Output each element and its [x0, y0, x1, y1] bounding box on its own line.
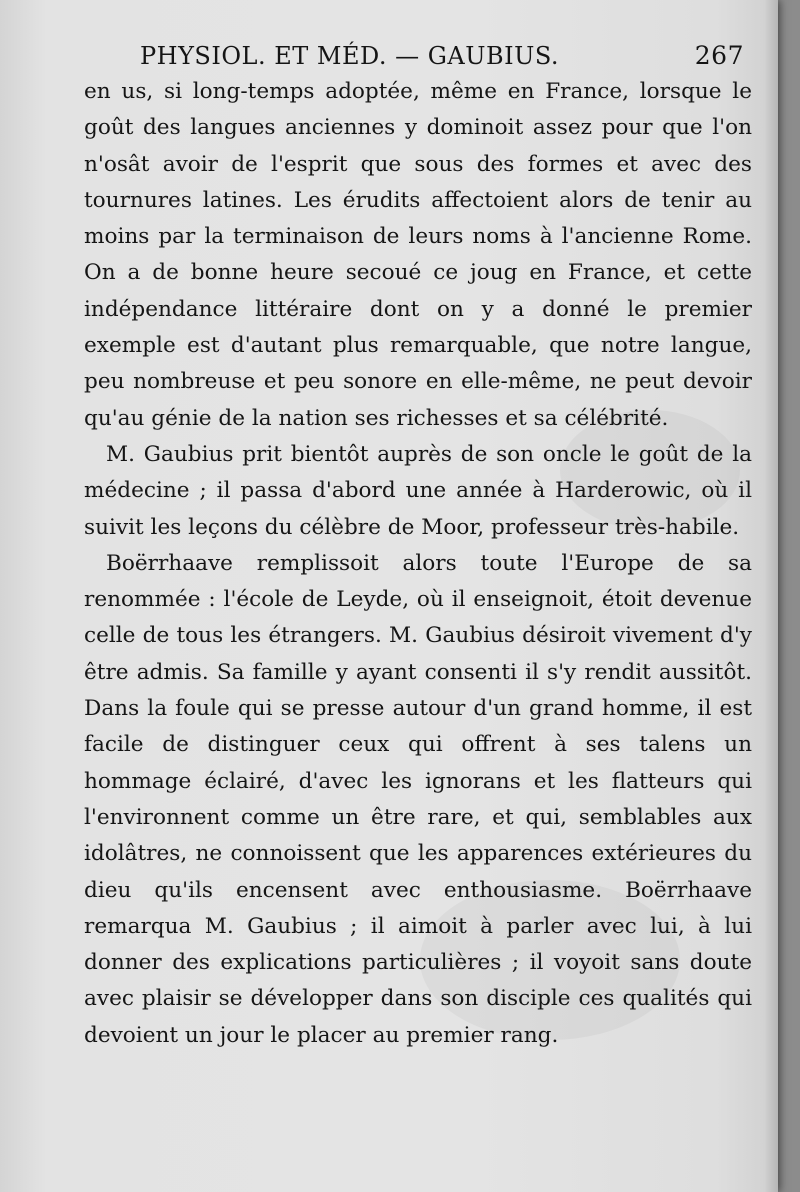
paragraph-text: Boërrhaave remplissoit alors toute l'Europe de sa renommée : l'école de Leyde, où il enseignoit, étoit devenue celle de tous les étrangers. M. Gaubius désiroit vivement d'y être admis. Sa famille y ayant consenti il s'y rendit aussitôt. Dans la foule qui se presse autour d'un grand homme, il est facile de distinguer ceux qui offrent à ses talens un hommage éclairé, d'avec les ignorans et les flatteurs qui l'environnent comme un être rare, et qui, semblables aux idolâtres, ne connoissent que les apparences extérieures du dieu qu'ils encensent avec enthousiasme. Boërrhaave remarqua M. Gaubius ; il aimoit à parler avec lui, à lui donner des explications particulières ; il voyoit sans doute avec plaisir se développer dans son disciple ces qualités qui devoient un jour le placer au premier rang.	[84, 550, 752, 1048]
paragraph-continuation	[84, 74, 752, 437]
paragraph-text: en us, si long-temps adoptée, même en France, lorsque le goût des langues anciennes y dominoit assez pour que l'on n'osât avoir de l'esprit que sous des formes et avec des tournures latines. Les érudits affectoient alors de tenir au moins par la terminaison de leurs noms à l'ancienne Rome. On a de bonne heure secoué ce joug en France, et cette indépendance littéraire dont on y a donné le premier exemple est d'autant plus remarquable, que notre langue, peu nombreuse et peu sonore en elle-même, ne peut devoir qu'au génie de la nation ses richesses et sa célébrité.	[84, 79, 752, 431]
paragraph-gaubius-studies	[84, 437, 752, 546]
paragraph-boerrhaave	[84, 546, 752, 1054]
body-text	[84, 74, 752, 1054]
page-number: 267	[694, 41, 744, 70]
running-head: PHYSIOL. ET MÉD. — GAUBIUS.	[140, 42, 560, 70]
paragraph-text: M. Gaubius prit bientôt auprès de son oncle le goût de la médecine ; il passa d'abord une année à Harderowic, où il suivit les leçons du célèbre de Moor, professeur très-habile.	[84, 441, 752, 540]
